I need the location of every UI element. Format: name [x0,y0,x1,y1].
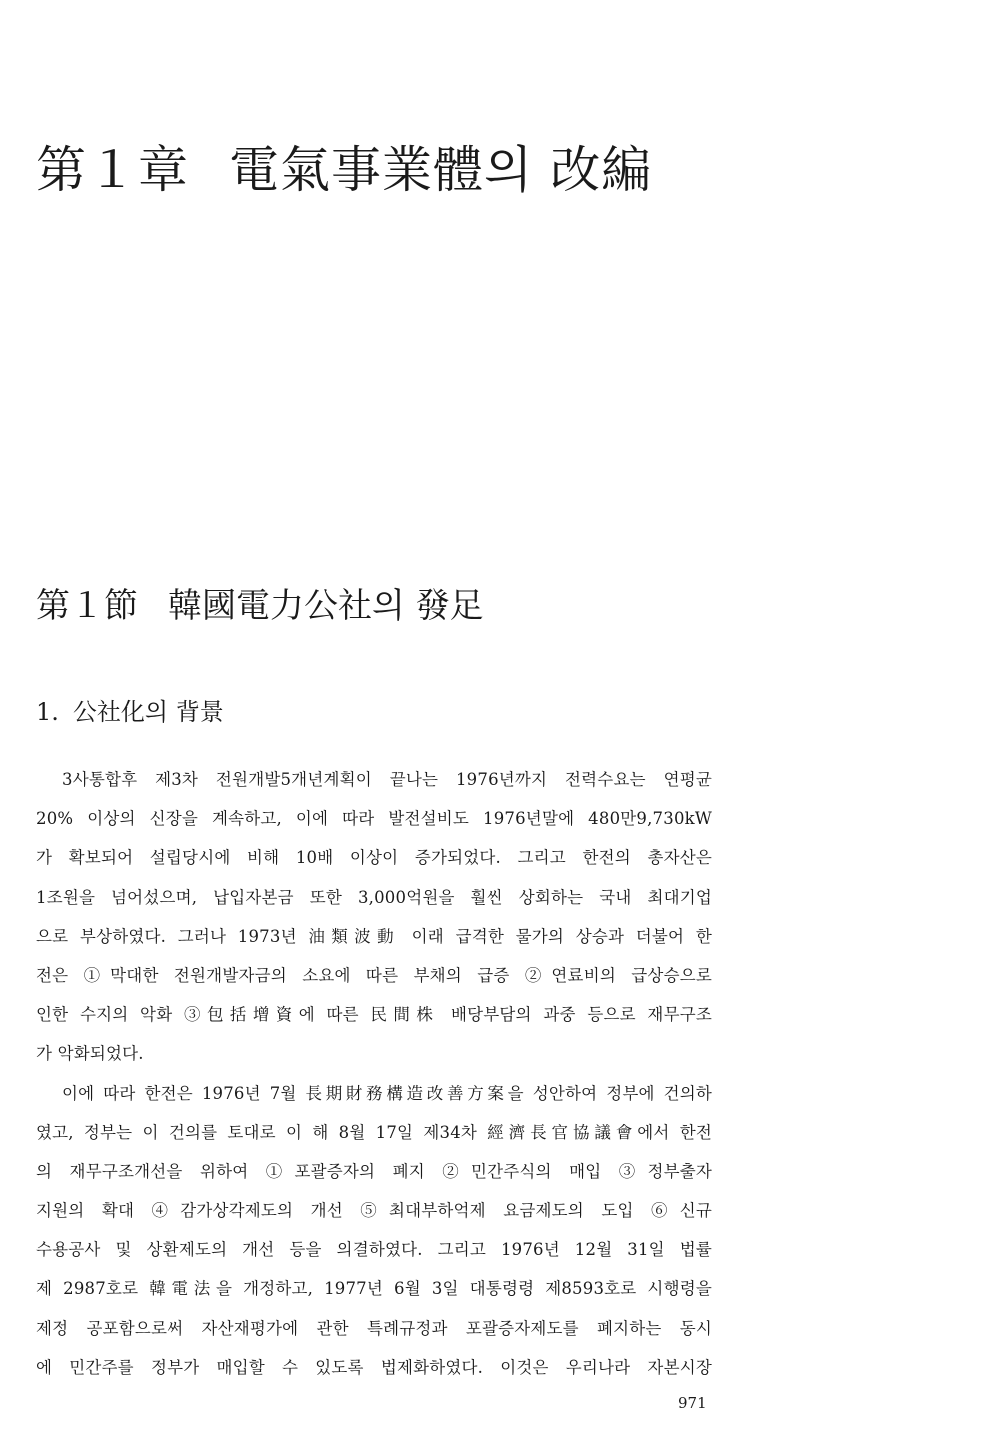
subsection-title [36,692,224,727]
text-line: 에 민간주를 정부가 매입할 수 있도록 법제화하였다. 이것은 우리나라 자본시장 [36,1357,712,1377]
text-line: 가 악화되었다. [36,1044,144,1064]
paragraph-2 [36,1074,712,1388]
text-line: 1조원을 넘어섰으며, 납입자본금 또한 3,000억원을 훨씬 상회하는 국내 최대기업 [36,887,712,907]
body-text [36,760,712,1387]
text-line: 였고, 정부는 이 건의를 토대로 이 해 8월 17일 제34차 經濟長官協議會에서 한전 [36,1122,712,1142]
text-line: 3사통합후 제3차 전원개발5개년계획이 끝나는 1976년까지 전력수요는 연평균 [62,770,712,789]
section-number: 第１節 [36,586,138,626]
text-line: 이에 따라 한전은 1976년 7월 長期財務構造改善方案을 성안하여 정부에 건의하 [62,1083,712,1103]
text-line: 제정 공포함으로써 자산재평가에 관한 특례규정과 포괄증자제도를 폐지하는 동시 [36,1318,712,1338]
text-line: 지원의 확대 ④감가상각제도의 개선 ⑤최대부하억제 요금제도의 도입 ⑥신규 [36,1201,712,1221]
text-line: 20% 이상의 신장을 계속하고, 이에 따라 발전설비도 1976년말에 480만9,730kW [36,809,712,829]
chapter-name: 電氣事業體의 改編 [229,141,653,199]
chapter-title [36,130,652,202]
text-line: 으로 부상하였다. 그러나 1973년 油類波動 이래 급격한 물가의 상승과 더불어 한 [36,926,712,946]
text-line: 의 재무구조개선을 위하여 ①포괄증자의 폐지 ②민간주식의 매입 ③정부출자 [36,1161,712,1181]
text-line: 가 확보되어 설립당시에 비해 10배 이상이 증가되었다. 그리고 한전의 총자산은 [36,848,712,868]
section-title [36,578,484,627]
text-line: 인한 수지의 악화 ③包括增資에 따른 民間株 배당부담의 과중 등으로 재무구조 [36,1005,712,1025]
chapter-number: 第１章 [36,141,189,199]
page-number: 971 [678,1394,707,1412]
subsection-number: 1. [36,698,59,726]
paragraph-1 [36,760,712,1074]
section-name: 韓國電力公社의 發足 [168,586,484,626]
subsection-name: 公社化의 背景 [72,698,224,726]
text-line: 제 2987호로 韓電法을 개정하고, 1977년 6월 3일 대통령령 제8593호로 시행령을 [36,1279,712,1299]
text-line: 전은 ①막대한 전원개발자금의 소요에 따른 부채의 급증 ②연료비의 급상승으로 [36,965,712,985]
text-line: 수용공사 및 상환제도의 개선 등을 의결하였다. 그리고 1976년 12월 31일 법률 [36,1240,712,1260]
